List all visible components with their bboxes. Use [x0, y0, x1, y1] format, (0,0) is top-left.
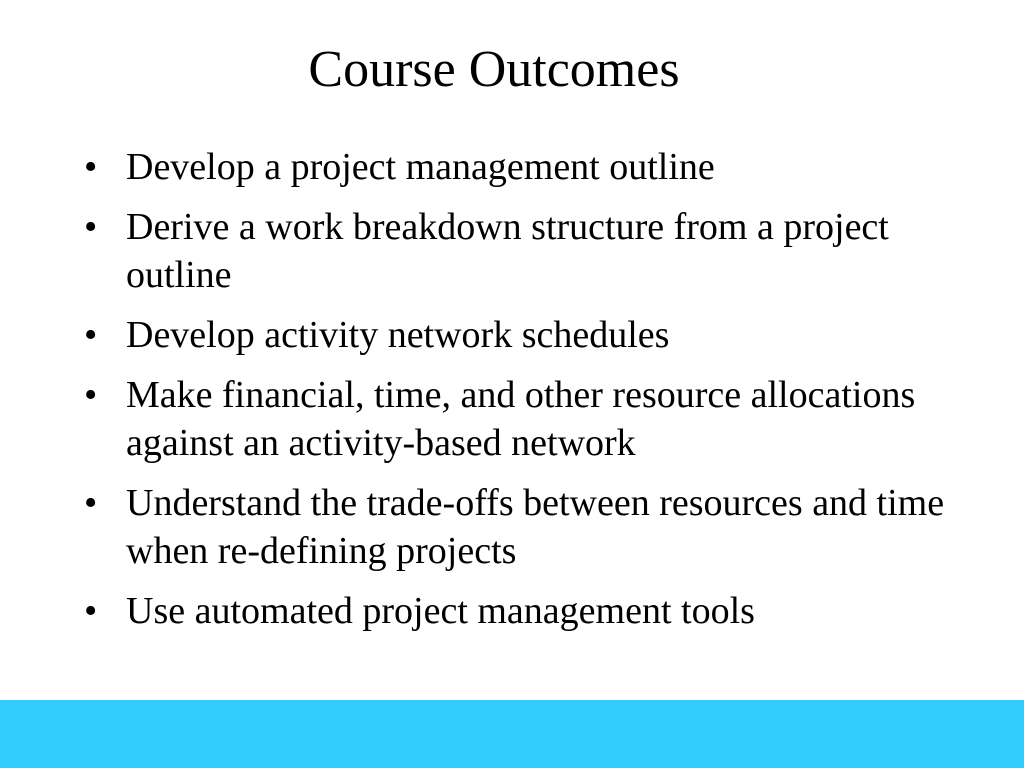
bullet-text: Develop activity network schedules — [126, 314, 670, 356]
bullet-icon: • — [84, 482, 98, 524]
bullet-list — [84, 143, 984, 647]
bullet-text: Make financial, time, and other resource allocations against an activity-based network — [126, 374, 916, 464]
list-item — [84, 587, 984, 635]
bullet-text: Use automated project management tools — [126, 590, 755, 632]
list-item — [84, 371, 984, 467]
footer-bar — [0, 700, 1024, 768]
bullet-text: Understand the trade-offs between resources and time when re-defining projects — [126, 482, 945, 572]
bullet-icon: • — [84, 314, 98, 356]
bullet-icon: • — [84, 206, 98, 248]
bullet-icon: • — [84, 374, 98, 416]
list-item — [84, 203, 984, 299]
bullet-text: Derive a work breakdown structure from a project outline — [126, 206, 889, 296]
bullet-icon: • — [84, 590, 98, 632]
list-item — [84, 479, 984, 575]
list-item — [84, 143, 984, 191]
bullet-text: Develop a project management outline — [126, 146, 715, 188]
list-item — [84, 311, 984, 359]
bullet-icon: • — [84, 146, 98, 188]
slide-title: Course Outcomes — [308, 41, 680, 98]
